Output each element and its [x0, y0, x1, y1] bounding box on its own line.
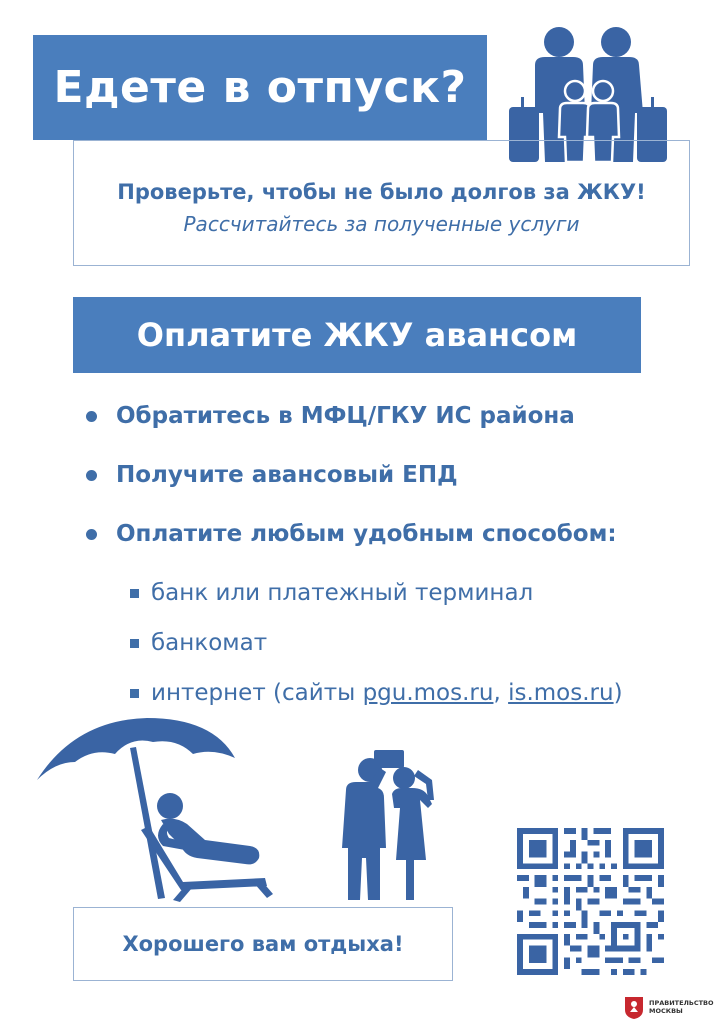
government-line1: ПРАВИТЕЛЬСТВО [649, 999, 714, 1007]
internet-prefix: интернет (сайты [151, 680, 363, 706]
internet-suffix: ) [613, 680, 623, 706]
bullet-text: Обратитесь в МФЦ/ГКУ ИС района [116, 403, 575, 429]
bullet-dot [86, 470, 97, 481]
payment-method-item [130, 680, 623, 706]
qr-code-icon [517, 828, 664, 975]
bullet-item [86, 403, 575, 429]
debt-check-box [73, 140, 690, 266]
tourists-photo-icon [340, 748, 440, 903]
bullet-item [86, 462, 458, 488]
sub-bullet [130, 689, 139, 698]
settle-text: Рассчитайтесь за полученные услуги [183, 212, 580, 236]
moscow-emblem-icon [624, 996, 644, 1020]
payment-method-text: банкомат [151, 630, 268, 656]
government-line2: МОСКВЫ [649, 1007, 683, 1015]
payment-method-text: банк или платежный терминал [151, 580, 534, 606]
payment-method-item [130, 630, 267, 656]
bullet-dot [86, 411, 97, 422]
government-logo-text [649, 999, 714, 1015]
debt-check-text: Проверьте, чтобы не было долгов за ЖКУ! [117, 180, 646, 204]
sub-bullet [130, 589, 139, 598]
farewell-box [73, 907, 453, 981]
link-separator: , [493, 680, 509, 706]
bullet-dot [86, 529, 97, 540]
farewell-text: Хорошего вам отдыха! [122, 932, 404, 956]
pay-advance-banner [73, 297, 641, 373]
is-mos-link[interactable]: is.mos.ru [508, 680, 614, 706]
bullet-text: Оплатите любым удобным способом: [116, 521, 617, 547]
page-title: Едете в отпуск? [53, 62, 467, 113]
sub-bullet [130, 639, 139, 648]
beach-umbrella-icon [35, 718, 285, 903]
bullet-item [86, 521, 617, 547]
bullet-text: Получите авансовый ЕПД [116, 462, 458, 488]
internet-method-text [151, 680, 623, 706]
pgu-link[interactable]: pgu.mos.ru [362, 680, 494, 706]
title-banner [33, 35, 487, 140]
payment-method-item [130, 580, 533, 606]
pay-advance-heading: Оплатите ЖКУ авансом [136, 316, 578, 354]
